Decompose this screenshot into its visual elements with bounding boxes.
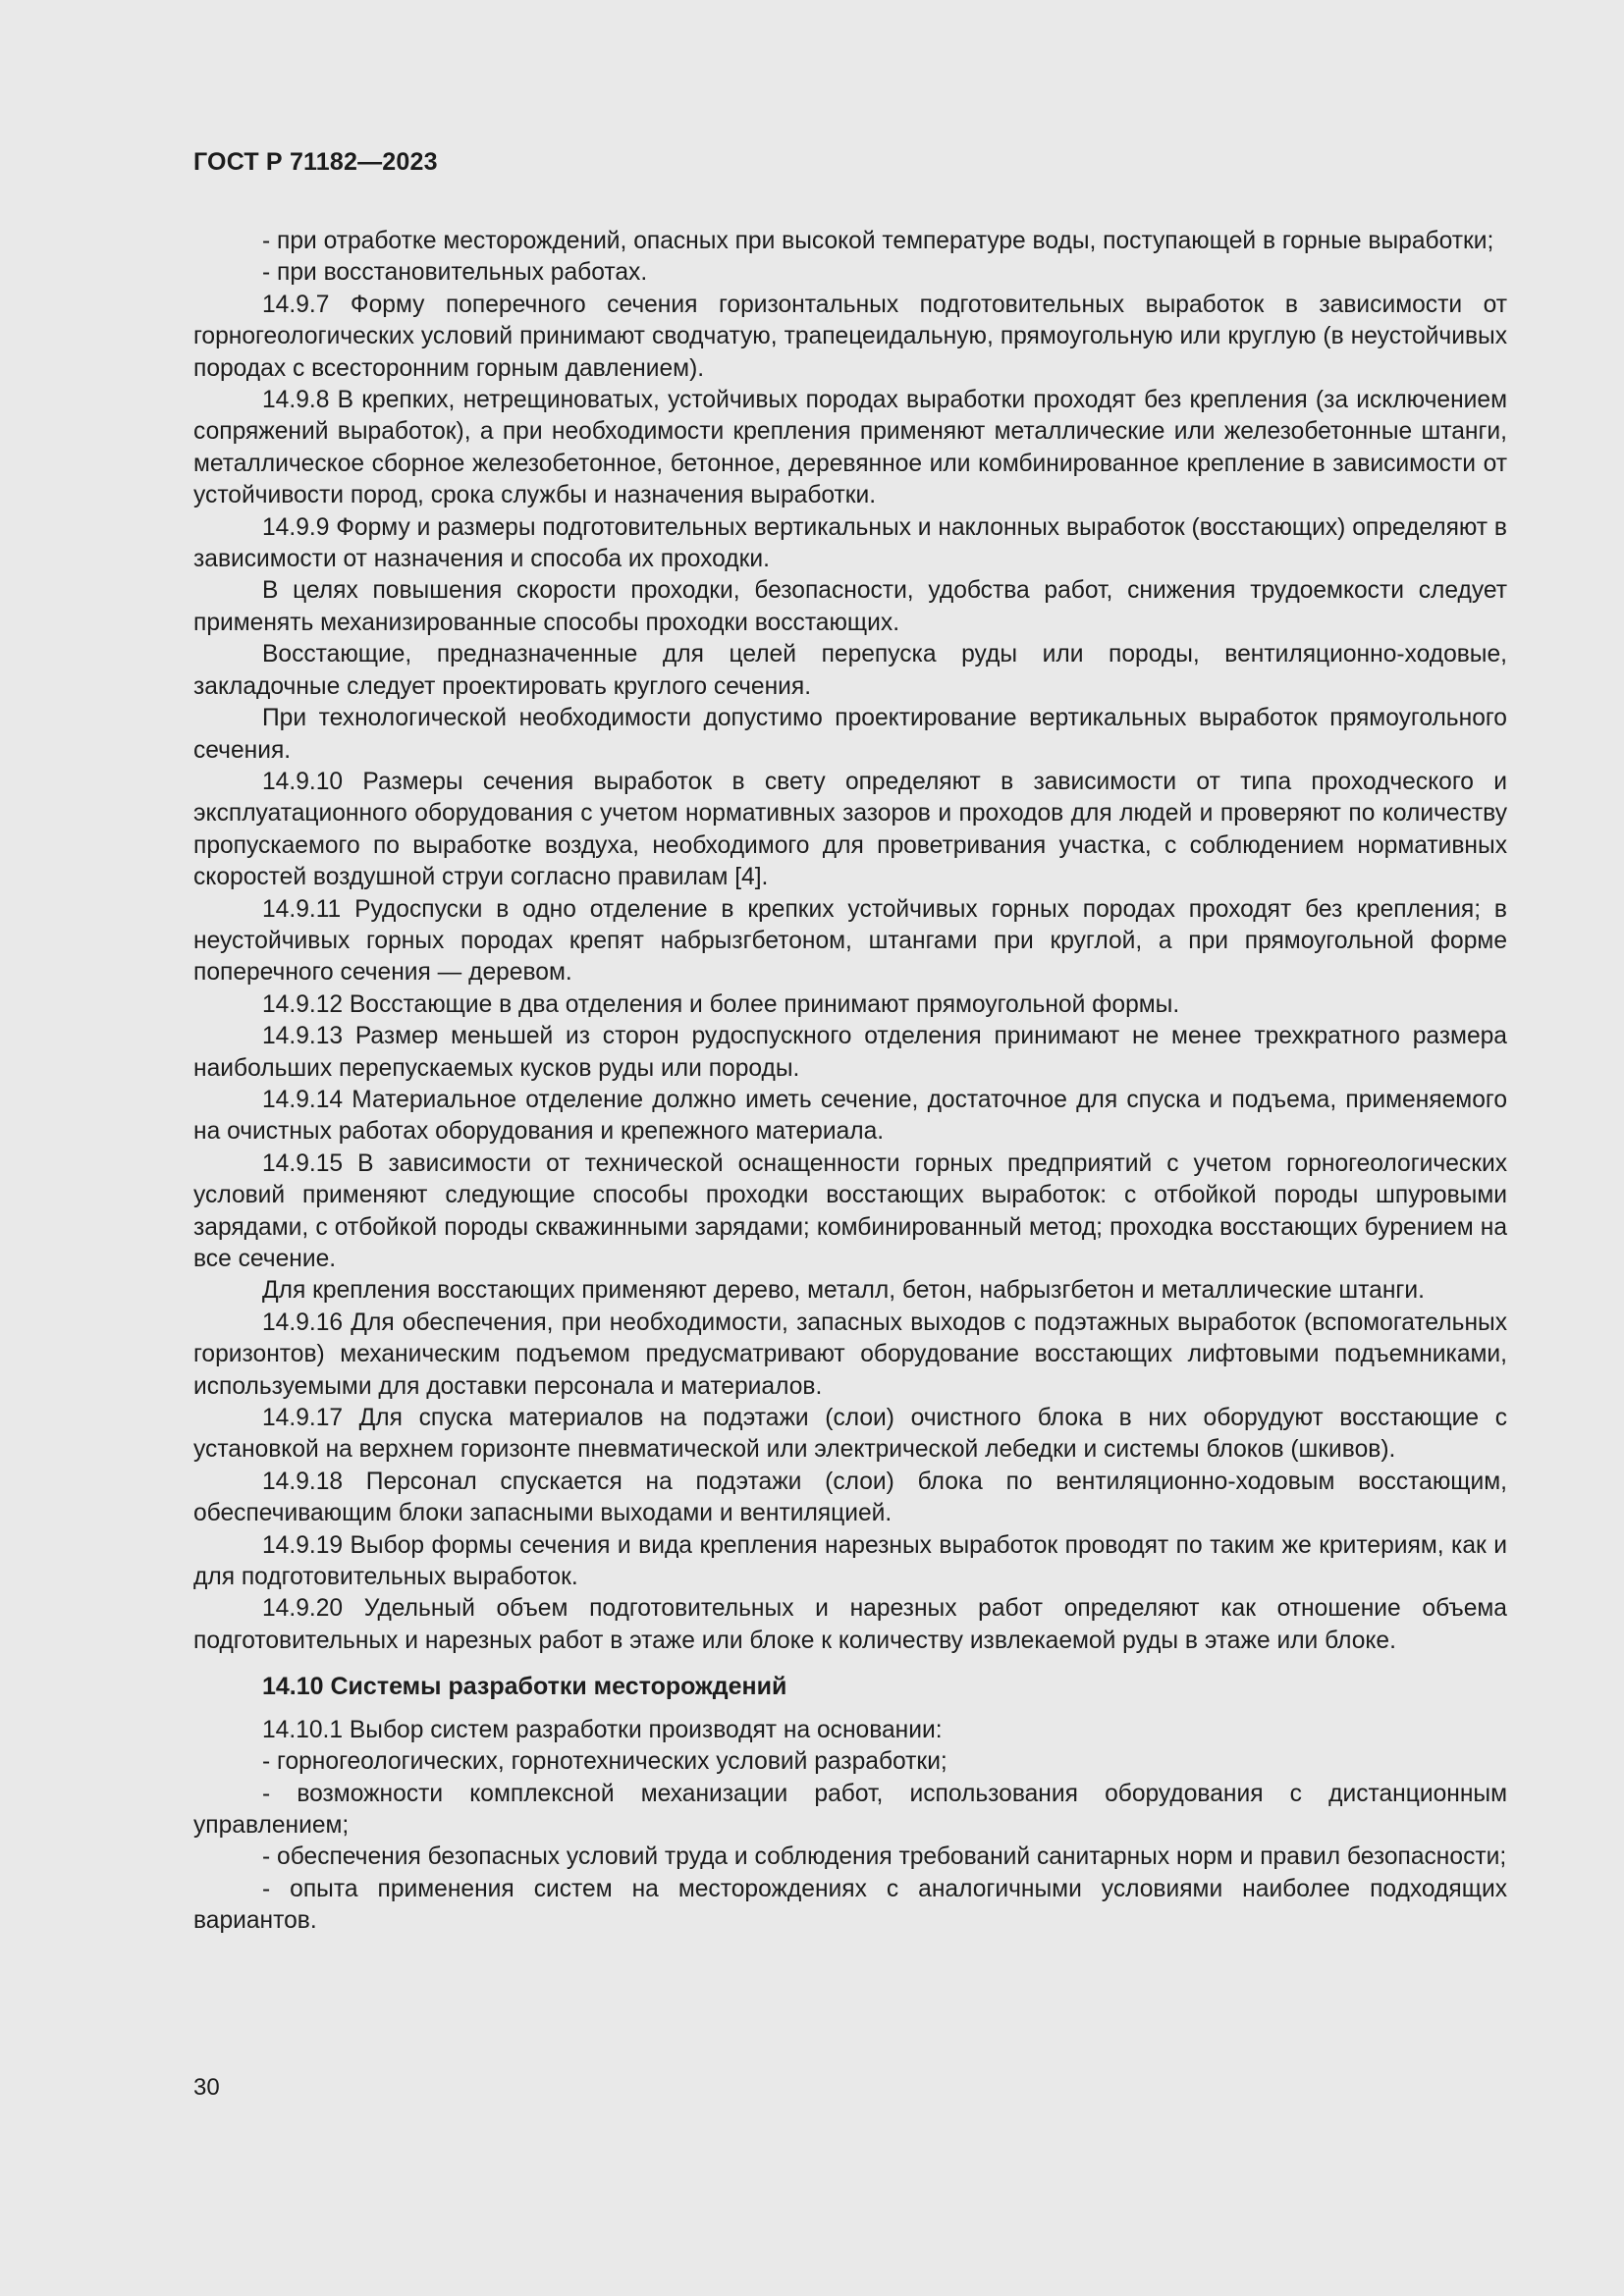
paragraph: 14.9.7 Форму поперечного сечения горизонтальных подготовительных выработок в зависимости от горногеологических условий принимают сводчатую, трапецеидальную, прямоугольную или круглую (в неустойчивых породах с всесторонним горным давлением). [193,291,1507,382]
paragraph: - возможности комплексной механизации работ, использования оборудования с дистанционным управлением; [193,1780,1507,1839]
paragraph: 14.9.18 Персонал спускается на подэтажи (слои) блока по вентиляционно-ходовым восстающим, обеспечивающим блоки запасными выходами и вентиляцией. [193,1468,1507,1527]
paragraph: Для крепления восстающих применяют дерево, металл, бетон, набрызгбетон и металлические штанги. [262,1277,1425,1305]
paragraph: 14.9.13 Размер меньшей из сторон рудоспускного отделения принимают не менее трехкратного размера наибольших перепускаемых кусков руды или породы. [193,1023,1507,1082]
paragraph: 14.9.9 Форму и размеры подготовительных вертикальных и наклонных выработок (восстающих) определяют в зависимости от назначения и способа их проходки. [193,513,1507,573]
paragraph: 14.9.12 Восстающие в два отделения и более принимают прямоугольной формы. [262,990,1180,1018]
paragraph: 14.9.17 Для спуска материалов на подэтажи (слои) очистного блока в них оборудуют восстающие с установкой на верхнем горизонте пневматической или электрической лебедки и системы блоков (шкивов). [193,1405,1507,1464]
paragraph: 14.9.10 Размеры сечения выработок в свету определяют в зависимости от типа проходческого и эксплуатационного оборудования с учетом нормативных зазоров и проходов для людей и проверяют по количеству пропускаемого по выработке воздуха, необходимого для проветривания участка, с соблюдением нормативных скоростей воздушной струи согласно правилам [4]. [193,768,1507,891]
paragraph: 14.9.14 Материальное отделение должно иметь сечение, достаточное для спуска и подъема, применяемого на очистных работах оборудования и крепежного материала. [193,1086,1507,1146]
paragraph: 14.9.15 В зависимости от технической оснащенности горных предприятий с учетом горногеологических условий применяют следующие способы проходки восстающих выработок: с отбойкой породы шпуровыми зарядами, с отбойкой породы скважинными зарядами; комбинированный метод; проходка восстающих бурением на все сечение. [193,1149,1507,1272]
section-heading: 14.10 Системы разработки месторождений [262,1673,787,1701]
paragraph: - при отработке месторождений, опасных при высокой температуре воды, поступающей в горные выработки; [262,228,1494,254]
paragraph: Восстающие, предназначенные для целей перепуска руды или породы, вентиляционно-ходовые, закладочные следует проектировать круглого сечения. [193,641,1507,700]
paragraph: - обеспечения безопасных условий труда и соблюдения требований санитарных норм и правил безопасности; [262,1843,1507,1871]
paragraph: 14.9.16 Для обеспечения, при необходимости, запасных выходов с подэтажных выработок (вспомогательных горизонтов) механическим подъемом предусматривают оборудование восстающих лифтовыми подъемниками, используемыми для доставки персонала и материалов. [193,1308,1507,1400]
paragraph: - опыта применения систем на месторождениях с аналогичными условиями наиболее подходящих вариантов. [193,1875,1507,1935]
paragraph: 14.9.11 Рудоспуски в одно отделение в крепких устойчивых горных породах проходят без крепления; в неустойчивых горных породах крепят набрызгбетоном, штангами при круглой, а при прямоугольной форме поперечного сечения — деревом. [193,895,1507,987]
paragraph: 14.9.20 Удельный объем подготовительных и нарезных работ определяют как отношение объема подготовительных и нарезных работ в этаже или блоке к количеству извлекаемой руды в этаже или блоке. [193,1595,1507,1654]
paragraph: 14.10.1 Выбор систем разработки производят на основании: [262,1716,943,1743]
paragraph: - горногеологических, горнотехнических условий разработки; [262,1748,947,1776]
paragraph: - при восстановительных работах. [262,259,648,287]
paragraph: При технологической необходимости допустимо проектирование вертикальных выработок прямоугольного сечения. [193,705,1507,764]
page-number: 30 [193,2074,220,2101]
paragraph: 14.9.19 Выбор формы сечения и вида крепления нарезных выработок проводят по таким же критериям, как и для подготовительных выработок. [193,1531,1507,1591]
document-body [193,226,1507,1938]
paragraph: 14.9.8 В крепких, нетрещиноватых, устойчивых породах выработки проходят без крепления (за исключением сопряжений выработок), а при необходимости крепления применяют металлические или железобетонные штанги, металлическое сборное железобетонное, бетонное, деревянное или комбинированное крепление в зависимости от устойчивости пород, срока службы и назначения выработки. [193,387,1507,509]
paragraph: В целях повышения скорости проходки, безопасности, удобства работ, снижения трудоемкости следует применять механизированные способы проходки восстающих. [193,577,1507,636]
document-code-header: ГОСТ Р 71182—2023 [193,148,438,176]
